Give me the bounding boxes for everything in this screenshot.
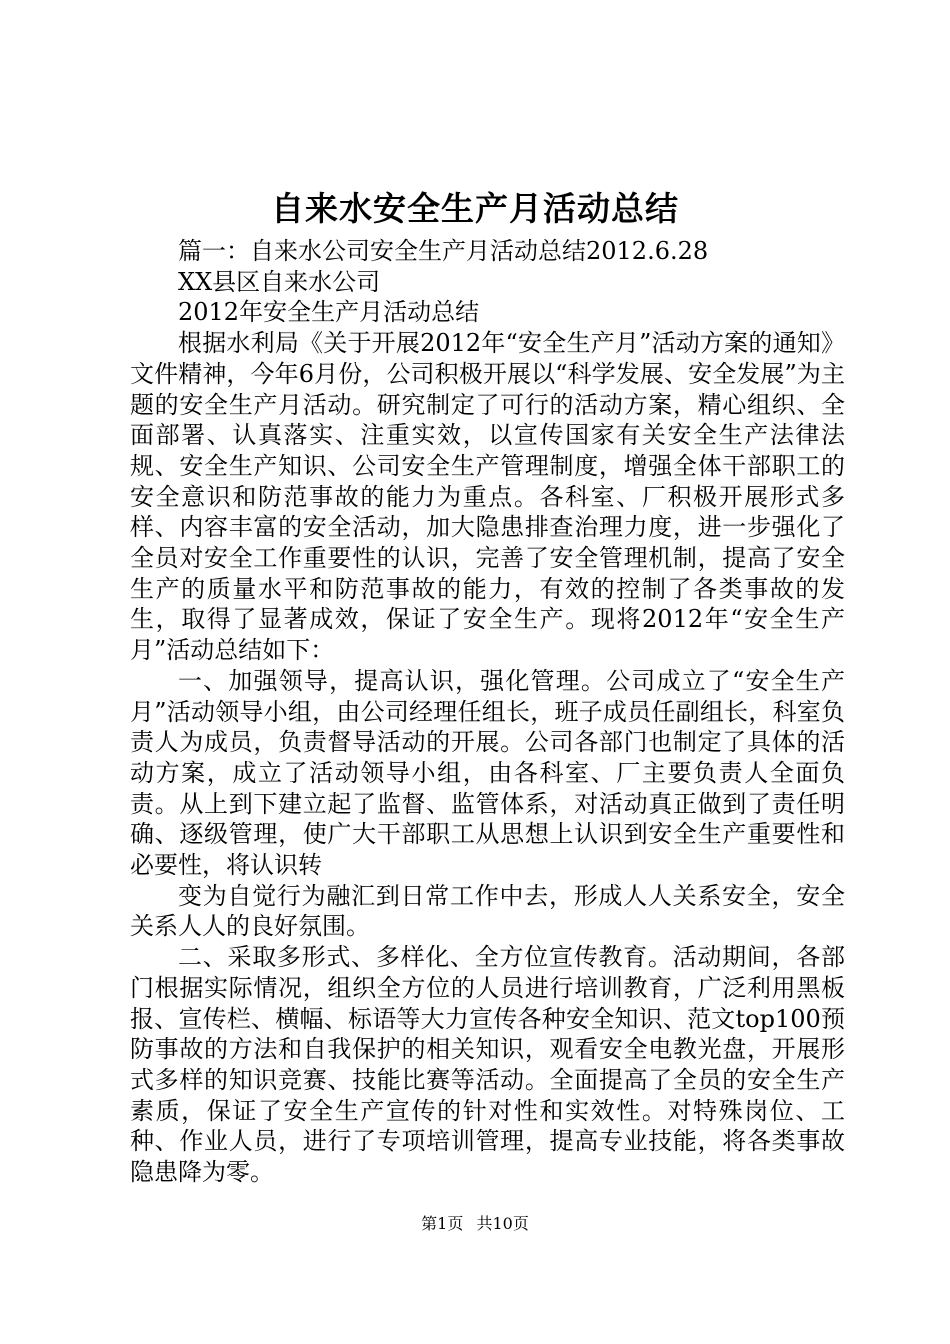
- paragraph-subtitle: 篇一：自来水公司安全生产月活动总结2012.6.28: [178, 237, 709, 265]
- paragraph-report-title: 2012年安全生产月活动总结: [178, 298, 480, 327]
- page-number-current: 第1页: [421, 1214, 464, 1233]
- document-title: 自来水安全生产月活动总结: [271, 189, 679, 228]
- paragraph-company: XX县区自来水公司: [178, 267, 381, 296]
- page-footer: [0, 1212, 950, 1236]
- page-number-total: 共10页: [476, 1214, 529, 1233]
- paragraph-section-two: 二、采取多形式、多样化、全方位宣传教育。活动期间，各部门根据实际情况，组织全方位的人员进行培训教育，广泛利用黑板报、宣传栏、横幅、标语等大力宣传各种安全知识、范文top100预防事故的方法和自我保护的相关知识，观看安全电教光盘，开展形式多样的知识竞赛、技能比赛等活动。全面提高了全员的安全生产素质，保证了安全生产宣传的针对性和实效性。对特殊岗位、工种、作业人员，进行了专项培训管理，提高专业技能，将各类事故隐患降为零。: [130, 943, 845, 1187]
- document-body: [130, 236, 845, 1188]
- paragraph-intro: 根据水利局《关于开展2012年“安全生产月”活动方案的通知》文件精神，今年6月份，公司积极开展以“科学发展、安全发展”为主题的安全生产月活动。研究制定了可行的活动方案，精心组织、全面部署、认真落实、注重实效，以宣传国家有关安全生产法律法规、安全生产知识、公司安全生产管理制度，增强全体干部职工的安全意识和防范事故的能力为重点。各科室、厂积极开展形式多样、内容丰富的安全活动，加大隐患排查治理力度，进一步强化了全员对安全工作重要性的认识，完善了安全管理机制，提高了安全生产的质量水平和防范事故的能力，有效的控制了各类事故的发生，取得了显著成效，保证了安全生产。现将2012年“安全生产月”活动总结如下：: [130, 329, 845, 665]
- paragraph-section-one: 一、加强领导，提高认识，强化管理。公司成立了“安全生产月”活动领导小组，由公司经理任组长，班子成员任副组长，科室负责人为成员，负责督导活动的开展。公司各部门也制定了具体的活动方案，成立了活动领导小组，由各科室、厂主要负责人全面负责。从上到下建立起了监督、监管体系，对活动真正做到了责任明确、逐级管理，使广大干部职工从思想上认识到安全生产重要性和必要性，将认识转: [130, 666, 845, 880]
- paragraph-section-one-continued: 变为自觉行为融汇到日常工作中去，形成人人关系安全，安全关系人人的良好氛围。: [130, 881, 845, 941]
